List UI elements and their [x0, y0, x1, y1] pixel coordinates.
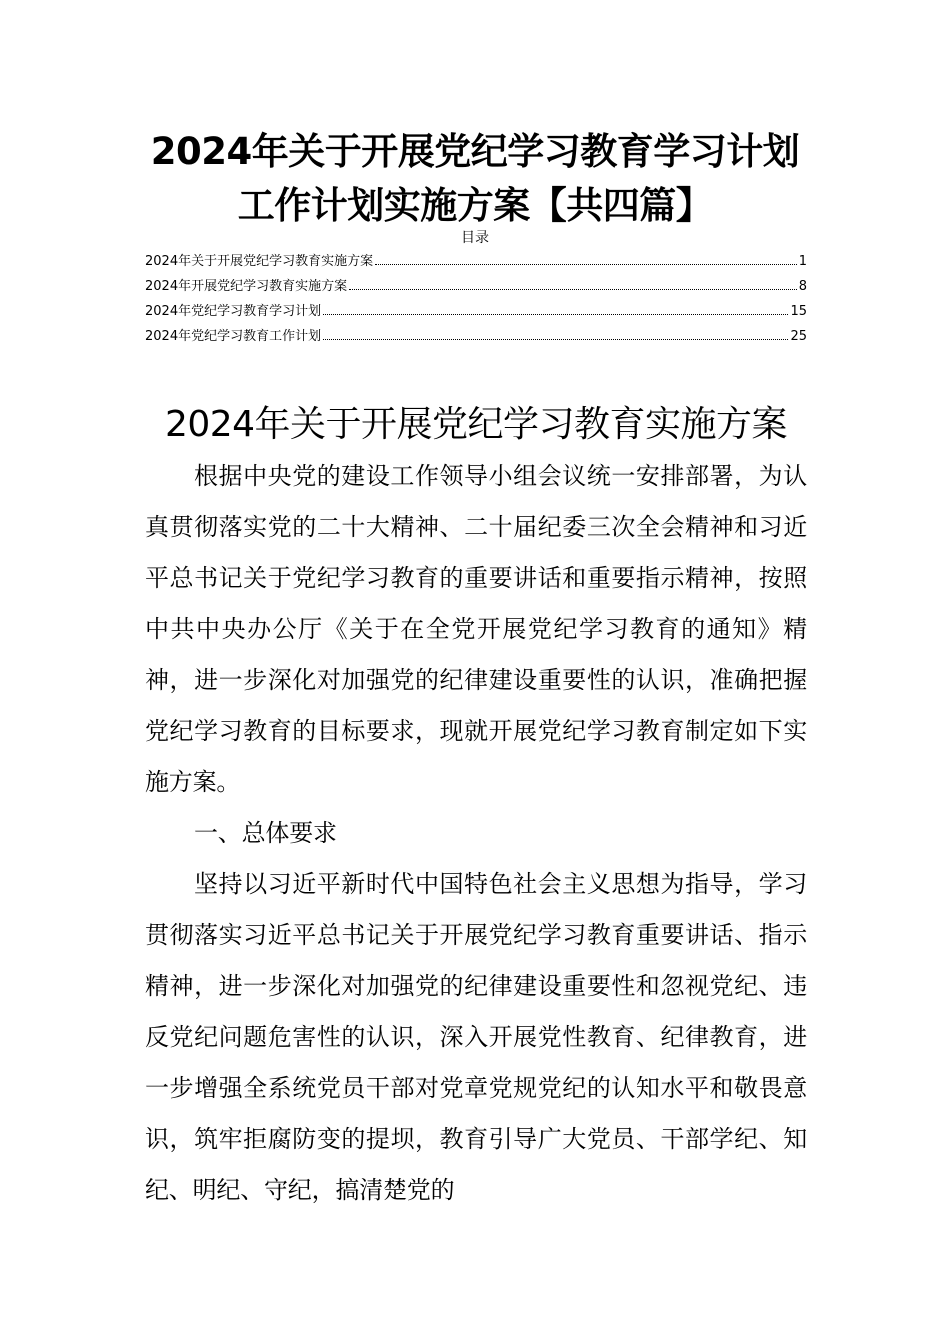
toc-dot-leader	[375, 263, 797, 265]
toc-entry[interactable]	[145, 327, 807, 352]
toc-entry-title: 2024年关于开展党纪学习教育实施方案	[145, 254, 374, 269]
toc-dot-leader	[323, 313, 788, 315]
body-paragraph: 坚持以习近平新时代中国特色社会主义思想为指导，学习贯彻落实习近平总书记关于开展党纪学习教育重要讲话、指示精神，进一步深化对加强党的纪律建设重要性和忽视党纪、违反党纪问题危害性的认识，深入开展党性教育、纪律教育，进一步增强全系统党员干部对党章党规党纪的认知水平和敬畏意识，筑牢拒腐防变的提坝，教育引导广大党员、干部学纪、知纪、明纪、守纪，搞清楚党的	[145, 870, 807, 1204]
toc-entry[interactable]	[145, 302, 807, 327]
document-title-line-2: 工作计划实施方案【共四篇】	[237, 184, 713, 227]
toc-entry-page: 15	[790, 304, 807, 319]
toc-entry-page: 25	[790, 329, 807, 344]
toc-heading: 目录	[461, 230, 489, 246]
toc-entry[interactable]	[145, 252, 807, 277]
toc-dot-leader	[349, 288, 797, 290]
toc-entry-page: 8	[798, 279, 807, 294]
document-title-line-1: 2024年关于开展党纪学习教育学习计划	[150, 130, 800, 173]
body-paragraph: 根据中央党的建设工作领导小组会议统一安排部署，为认真贯彻落实党的二十大精神、二十届纪委三次全会精神和习近平总书记关于党纪学习教育的重要讲话和重要指示精神，按照中共中央办公厅《关于在全党开展党纪学习教育的通知》精神，进一步深化对加强党的纪律建设重要性的认识，准确把握党纪学习教育的目标要求，现就开展党纪学习教育制定如下实施方案。	[145, 462, 807, 796]
section-title: 2024年关于开展党纪学习教育实施方案	[164, 404, 788, 445]
section-heading: 一、总体要求	[194, 819, 337, 847]
toc-entry-title: 2024年开展党纪学习教育实施方案	[145, 279, 348, 294]
toc-entry[interactable]	[145, 277, 807, 302]
toc-entry-page: 1	[798, 254, 807, 269]
toc-dot-leader	[323, 338, 788, 340]
toc-entry-title: 2024年党纪学习教育学习计划	[145, 304, 322, 319]
table-of-contents	[145, 252, 807, 352]
toc-entry-title: 2024年党纪学习教育工作计划	[145, 329, 322, 344]
